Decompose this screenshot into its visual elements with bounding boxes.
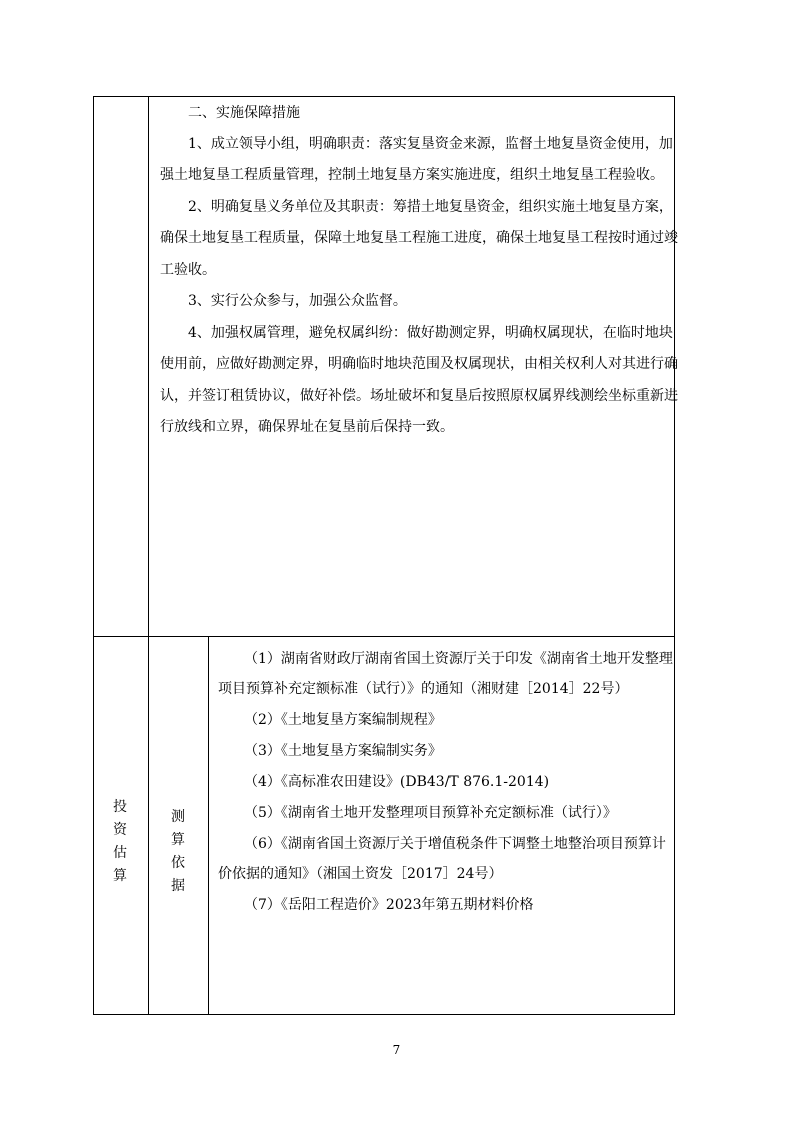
paragraph-line: 工验收。 xyxy=(160,262,216,278)
section-heading: 二、实施保障措施 xyxy=(188,105,300,121)
table-divider-bottom-2 xyxy=(208,636,209,1015)
basis-line: 价依据的通知》（湘国土资发［2017］24号） xyxy=(218,866,503,882)
table-divider-top xyxy=(148,96,149,636)
basis-line: （6）《湖南省国土资源厅关于增值税条件下调整土地整治项目预算计 xyxy=(244,836,666,852)
basis-line: 项目预算补充定额标准（试行）》的通知（湘财建［2014］22号） xyxy=(218,681,629,697)
label-calculation-basis: 测算依据 xyxy=(171,809,185,894)
paragraph-line: 确保土地复垦工程质量，保障土地复垦工程施工进度，确保土地复垦工程按时通过竣 xyxy=(160,230,678,246)
basis-line: （3）《土地复垦方案编制实务》 xyxy=(244,743,442,759)
basis-line: （5）《湖南省土地开发整理项目预算补充定额标准（试行）》 xyxy=(244,805,617,821)
table-divider-section xyxy=(93,636,675,637)
paragraph-line: 2、明确复垦义务单位及其职责：筹措土地复垦资金，组织实施土地复垦方案， xyxy=(188,199,673,215)
basis-line: （7）《岳阳工程造价》2023年第五期材料价格 xyxy=(244,897,534,913)
paragraph-line: 使用前，应做好勘测定界，明确临时地块范围及权属现状，由相关权利人对其进行确 xyxy=(160,356,678,372)
basis-line: （1）湖南省财政厅湖南省国土资源厅关于印发《湖南省土地开发整理 xyxy=(244,651,673,667)
label-investment-estimate: 投资估算 xyxy=(113,799,127,884)
paragraph-line: 强土地复垦工程质量管理，控制土地复垦方案实施进度，组织土地复垦工程验收。 xyxy=(160,167,664,183)
paragraph-line: 4、加强权属管理，避免权属纠纷：做好勘测定界，明确权属现状，在临时地块 xyxy=(188,325,673,341)
basis-line: （4）《高标准农田建设》(DB43/T 876.1-2014) xyxy=(244,774,550,790)
table-divider-bottom-1 xyxy=(148,636,149,1015)
basis-line: （2）《土地复垦方案编制规程》 xyxy=(244,712,442,728)
paragraph-line: 3、实行公众参与，加强公众监督。 xyxy=(188,293,407,309)
page-number: 7 xyxy=(392,1043,401,1057)
paragraph-line: 认，并签订租赁协议，做好补偿。场址破坏和复垦后按照原权属界线测绘坐标重新进 xyxy=(160,388,678,404)
paragraph-line: 1、成立领导小组，明确职责：落实复垦资金来源，监督土地复垦资金使用，加 xyxy=(188,136,673,152)
paragraph-line: 行放线和立界，确保界址在复垦前后保持一致。 xyxy=(160,419,454,435)
